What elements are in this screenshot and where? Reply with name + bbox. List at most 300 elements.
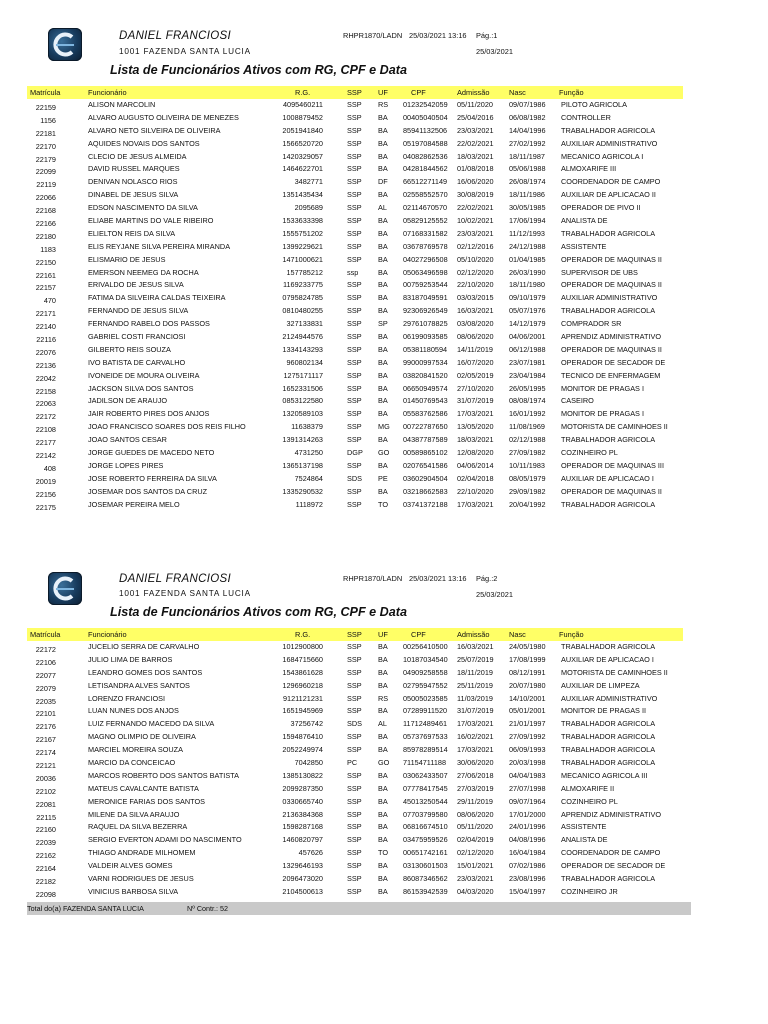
uf-cell: MG bbox=[378, 422, 390, 432]
table-row bbox=[0, 641, 768, 654]
uf-cell: BA bbox=[378, 332, 388, 342]
matricula-cell: 22099 bbox=[35, 167, 56, 177]
rg-cell: 327133831 bbox=[286, 319, 323, 329]
company-name: DANIEL FRANCIOSI bbox=[119, 30, 231, 42]
admission-date-cell: 18/11/2019 bbox=[457, 667, 493, 677]
uf-cell: BA bbox=[378, 370, 388, 380]
matricula-cell: 22115 bbox=[36, 812, 56, 822]
job-title-cell: OPERADOR DE MAQUINAS III bbox=[561, 460, 664, 470]
uf-cell: BA bbox=[378, 861, 388, 871]
uf-cell: BA bbox=[378, 306, 388, 316]
employee-name-cell: JOSEMAR DOS SANTOS DA CRUZ bbox=[88, 486, 208, 496]
admission-date-cell: 17/03/2021 bbox=[457, 719, 494, 729]
employee-name-cell: JOSEMAR PEREIRA MELO bbox=[88, 499, 180, 509]
matricula-cell: 22168 bbox=[35, 206, 56, 216]
admission-date-cell: 16/02/2021 bbox=[457, 732, 494, 742]
rg-cell: 1008879452 bbox=[282, 112, 323, 122]
table-row bbox=[0, 718, 768, 731]
cpf-cell: 45013250544 bbox=[403, 796, 448, 806]
cpf-cell: 66512271149 bbox=[403, 177, 448, 187]
rg-cell: 1594876410 bbox=[282, 732, 323, 742]
table-row bbox=[0, 395, 768, 408]
job-title-cell: COZINHEIRO JR bbox=[561, 886, 618, 896]
table-row bbox=[0, 421, 768, 434]
rg-cell: 1543861628 bbox=[282, 667, 323, 677]
job-title-cell: TRABALHADOR AGRICOLA bbox=[561, 435, 656, 445]
birth-date-cell: 26/03/1990 bbox=[509, 267, 546, 277]
employee-name-cell: JORGE LOPES PIRES bbox=[88, 460, 164, 470]
rg-cell: 1275171117 bbox=[283, 370, 323, 380]
job-title-cell: COZINHEIRO PL bbox=[561, 796, 618, 806]
rg-cell: 960802134 bbox=[286, 357, 323, 367]
birth-date-cell: 17/06/1994 bbox=[509, 216, 546, 226]
employee-name-cell: ALISON MARCOLIN bbox=[88, 100, 156, 109]
cpf-cell: 02076541586 bbox=[403, 460, 448, 470]
admission-date-cell: 02/05/2019 bbox=[457, 370, 494, 380]
ssp-cell: SSP bbox=[347, 706, 362, 716]
ssp-cell: SSP bbox=[347, 835, 362, 845]
table-row bbox=[0, 654, 768, 667]
admission-date-cell: 01/08/2018 bbox=[457, 164, 494, 174]
cpf-cell: 07289911520 bbox=[403, 706, 448, 716]
table-row bbox=[0, 138, 768, 151]
admission-date-cell: 02/04/2018 bbox=[457, 473, 494, 483]
employee-name-cell: MERONICE FARIAS DOS SANTOS bbox=[88, 796, 206, 806]
ssp-cell: SSP bbox=[347, 680, 362, 690]
employee-name-cell: FERNANDO RABELO DOS PASSOS bbox=[88, 319, 210, 329]
ssp-cell: SDS bbox=[347, 719, 363, 729]
admission-date-cell: 27/10/2020 bbox=[457, 383, 494, 393]
cpf-cell: 11712489461 bbox=[403, 719, 448, 729]
matricula-cell: 1156 bbox=[40, 115, 56, 125]
employee-name-cell: AQUIDES NOVAIS DOS SANTOS bbox=[88, 138, 200, 148]
admission-date-cell: 05/11/2020 bbox=[457, 100, 493, 109]
cpf-cell: 06816674510 bbox=[403, 822, 448, 832]
admission-date-cell: 18/03/2021 bbox=[457, 151, 494, 161]
matricula-cell: 22172 bbox=[35, 412, 56, 422]
cpf-cell: 03678769578 bbox=[403, 241, 448, 251]
birth-date-cell: 26/08/1974 bbox=[509, 177, 546, 187]
employee-name-cell: IVONEIDE DE MOURA OLIVEIRA bbox=[88, 370, 200, 380]
job-title-cell: MECANICO AGRICOLA I bbox=[561, 151, 644, 161]
ssp-cell: SSP bbox=[347, 861, 362, 871]
col-matricula: Matrícula bbox=[30, 630, 61, 639]
col-cpf: CPF bbox=[411, 88, 426, 97]
admission-date-cell: 05/10/2020 bbox=[457, 254, 494, 264]
job-title-cell: OPERADOR DE SECADOR DE bbox=[561, 861, 666, 871]
uf-cell: BA bbox=[378, 680, 388, 690]
job-title-cell: ANALISTA DE bbox=[561, 835, 608, 845]
job-title-cell: OPERADOR DE MAQUINAS II bbox=[561, 280, 662, 290]
cpf-cell: 03130601503 bbox=[403, 861, 448, 871]
job-title-cell: AUXILIAR ADMINISTRATIVO bbox=[561, 293, 658, 303]
employee-name-cell: MARCOS ROBERTO DOS SANTOS BATISTA bbox=[88, 770, 239, 780]
matricula-cell: 22108 bbox=[35, 425, 56, 435]
admission-date-cell: 22/10/2020 bbox=[457, 280, 494, 290]
uf-cell: TO bbox=[378, 499, 389, 509]
uf-cell: TO bbox=[378, 848, 389, 858]
rg-cell: 2124944576 bbox=[282, 332, 323, 342]
job-title-cell: TRABALHADOR AGRICOLA bbox=[561, 642, 656, 651]
ssp-cell: SSP bbox=[347, 770, 362, 780]
job-title-cell: AUXILIAR ADMINISTRATIVO bbox=[561, 693, 658, 703]
matricula-cell: 22102 bbox=[35, 786, 56, 796]
rg-cell: 2104500613 bbox=[282, 886, 323, 896]
rg-cell: 37256742 bbox=[290, 719, 323, 729]
ssp-cell: SSP bbox=[347, 732, 362, 742]
employee-name-cell: MARCIO DA CONCEICAO bbox=[88, 758, 176, 768]
col-funcionario: Funcionário bbox=[88, 88, 127, 97]
birth-date-cell: 26/05/1995 bbox=[509, 383, 546, 393]
table-row bbox=[0, 847, 768, 860]
employee-name-cell: MARCIEL MOREIRA SOUZA bbox=[88, 745, 184, 755]
table-row bbox=[0, 112, 768, 125]
uf-cell: BA bbox=[378, 280, 388, 290]
employee-name-cell: JADILSON DE ARAUJO bbox=[88, 396, 168, 406]
cpf-cell: 04082862536 bbox=[403, 151, 448, 161]
uf-cell: BA bbox=[378, 706, 388, 716]
admission-date-cell: 27/03/2019 bbox=[457, 783, 494, 793]
job-title-cell: MONITOR DE PRAGAS II bbox=[561, 706, 647, 716]
uf-cell: BA bbox=[378, 293, 388, 303]
rg-cell: 4731250 bbox=[294, 448, 323, 458]
company-logo bbox=[48, 28, 82, 61]
uf-cell: BA bbox=[378, 125, 388, 135]
birth-date-cell: 09/07/1986 bbox=[509, 100, 546, 109]
employee-name-cell: ALVARO AUGUSTO OLIVEIRA DE MENEZES bbox=[88, 112, 239, 122]
job-title-cell: MECANICO AGRICOLA III bbox=[561, 770, 648, 780]
birth-date-cell: 16/01/1992 bbox=[509, 409, 546, 419]
employee-name-cell: JOAO FRANCISCO SOARES DOS REIS FILHO bbox=[88, 422, 246, 432]
job-title-cell: CASEIRO bbox=[561, 396, 594, 406]
page-number: Pág.:2 bbox=[476, 574, 498, 583]
admission-date-cell: 11/03/2019 bbox=[457, 693, 493, 703]
employee-name-cell: VINICIUS BARBOSA SILVA bbox=[88, 886, 179, 896]
ssp-cell: SSP bbox=[347, 241, 362, 251]
uf-cell: BA bbox=[378, 241, 388, 251]
uf-cell: BA bbox=[378, 822, 388, 832]
uf-cell: BA bbox=[378, 642, 388, 651]
ssp-cell: SSP bbox=[347, 190, 362, 200]
table-row bbox=[0, 486, 768, 499]
admission-date-cell: 23/03/2021 bbox=[457, 228, 494, 238]
uf-cell: BA bbox=[378, 809, 388, 819]
uf-cell: BA bbox=[378, 409, 388, 419]
employee-name-cell: JORGE GUEDES DE MACEDO NETO bbox=[88, 448, 215, 458]
report-code: RHPR1870/LADN bbox=[343, 574, 403, 583]
matricula-cell: 22063 bbox=[35, 399, 56, 409]
job-title-cell: OPERADOR DE PIVO II bbox=[561, 203, 641, 213]
admission-date-cell: 10/02/2021 bbox=[457, 216, 494, 226]
employee-name-cell: MATEUS CAVALCANTE BATISTA bbox=[88, 783, 199, 793]
rg-cell: 1351435434 bbox=[282, 190, 323, 200]
ssp-cell: DGP bbox=[347, 448, 363, 458]
cpf-cell: 86087346562 bbox=[403, 874, 448, 884]
rg-cell: 11638379 bbox=[291, 422, 323, 432]
table-row bbox=[0, 370, 768, 383]
col-funcionario: Funcionário bbox=[88, 630, 127, 639]
cpf-cell: 02114670570 bbox=[403, 203, 448, 213]
uf-cell: BA bbox=[378, 486, 388, 496]
uf-cell: BA bbox=[378, 745, 388, 755]
table-row bbox=[0, 744, 768, 757]
col-nasc: Nasc bbox=[509, 88, 526, 97]
matricula-cell: 22159 bbox=[35, 103, 56, 112]
birth-date-cell: 08/08/1974 bbox=[509, 396, 546, 406]
birth-date-cell: 06/09/1993 bbox=[509, 745, 546, 755]
rg-cell: 1399229621 bbox=[282, 241, 323, 251]
employee-name-cell: FATIMA DA SILVEIRA CALDAS TEIXEIRA bbox=[88, 293, 226, 303]
job-title-cell: MOTORISTA DE CAMINHOES II bbox=[561, 667, 668, 677]
ssp-cell: SSP bbox=[347, 667, 362, 677]
rg-cell: 4095460211 bbox=[282, 100, 323, 109]
matricula-cell: 22116 bbox=[36, 335, 56, 345]
matricula-cell: 22176 bbox=[35, 722, 56, 732]
matricula-cell: 22076 bbox=[35, 347, 56, 357]
ssp-cell: SSP bbox=[347, 396, 362, 406]
employee-name-cell: JUCELIO SERRA DE CARVALHO bbox=[88, 642, 200, 651]
cpf-cell: 02558552570 bbox=[403, 190, 448, 200]
job-title-cell: COMPRADOR SR bbox=[561, 319, 622, 329]
birth-date-cell: 09/07/1964 bbox=[509, 796, 546, 806]
ssp-cell: SSP bbox=[347, 125, 362, 135]
table-row bbox=[0, 125, 768, 138]
rg-cell: 0810480255 bbox=[282, 306, 323, 316]
table-row bbox=[0, 667, 768, 680]
birth-date-cell: 20/07/1980 bbox=[509, 680, 546, 690]
job-title-cell: APRENDIZ ADMINISTRATIVO bbox=[561, 809, 662, 819]
uf-cell: BA bbox=[378, 783, 388, 793]
employee-name-cell: RAQUEL DA SILVA BEZERRA bbox=[88, 822, 188, 832]
ssp-cell: SSP bbox=[347, 357, 362, 367]
rg-cell: 1533633398 bbox=[282, 216, 323, 226]
ssp-cell: SSP bbox=[347, 486, 362, 496]
col-rg: R.G. bbox=[295, 630, 311, 639]
admission-date-cell: 04/03/2020 bbox=[457, 886, 494, 896]
employee-name-cell: GILBERTO REIS SOUZA bbox=[88, 344, 171, 354]
job-title-cell: MONITOR DE PRAGAS I bbox=[561, 383, 644, 393]
admission-date-cell: 14/11/2019 bbox=[457, 344, 493, 354]
col-matricula: Matrícula bbox=[30, 88, 61, 97]
birth-date-cell: 08/12/1991 bbox=[509, 667, 546, 677]
matricula-cell: 22136 bbox=[35, 360, 56, 370]
job-title-cell: TECNICO DE ENFERMAGEM bbox=[561, 370, 661, 380]
birth-date-cell: 01/04/1985 bbox=[509, 254, 546, 264]
table-row bbox=[0, 215, 768, 228]
table-header bbox=[27, 628, 683, 641]
uf-cell: AL bbox=[378, 719, 387, 729]
cpf-cell: 04281844562 bbox=[403, 164, 448, 174]
employee-name-cell: MILENE DA SILVA ARAUJO bbox=[88, 809, 180, 819]
rg-cell: 2095689 bbox=[294, 203, 323, 213]
col-uf: UF bbox=[378, 630, 388, 639]
rg-cell: 1012900800 bbox=[282, 642, 323, 651]
matricula-cell: 22174 bbox=[35, 748, 56, 758]
matricula-cell: 22039 bbox=[35, 838, 56, 848]
matricula-cell: 22142 bbox=[35, 451, 56, 461]
birth-date-cell: 04/06/2001 bbox=[509, 332, 546, 342]
matricula-cell: 22156 bbox=[35, 489, 56, 499]
matricula-cell: 22179 bbox=[35, 154, 56, 164]
table-row bbox=[0, 344, 768, 357]
admission-date-cell: 16/03/2021 bbox=[457, 306, 494, 316]
job-title-cell: COORDENADOR DE CAMPO bbox=[561, 848, 661, 858]
admission-date-cell: 08/06/2020 bbox=[457, 809, 494, 819]
cpf-cell: 00405040504 bbox=[403, 112, 448, 122]
col-rg: R.G. bbox=[295, 88, 311, 97]
admission-date-cell: 05/11/2020 bbox=[457, 822, 493, 832]
ssp-cell: SSP bbox=[347, 280, 362, 290]
job-title-cell: OPERADOR DE SECADOR DE bbox=[561, 357, 666, 367]
rg-cell: 7524864 bbox=[294, 473, 323, 483]
matricula-cell: 22042 bbox=[35, 373, 56, 383]
admission-date-cell: 29/11/2019 bbox=[457, 796, 493, 806]
ssp-cell: SSP bbox=[347, 177, 362, 187]
cpf-cell: 03475959526 bbox=[403, 835, 448, 845]
job-title-cell: ASSISTENTE bbox=[561, 241, 607, 251]
ssp-cell: SSP bbox=[347, 809, 362, 819]
rg-cell: 7042850 bbox=[294, 758, 323, 768]
uf-cell: BA bbox=[378, 654, 388, 664]
matricula-cell: 22079 bbox=[35, 683, 56, 693]
table-row bbox=[0, 693, 768, 706]
job-title-cell: ASSISTENTE bbox=[561, 822, 607, 832]
rg-cell: 0853122580 bbox=[282, 396, 323, 406]
uf-cell: BA bbox=[378, 835, 388, 845]
birth-date-cell: 11/08/1969 bbox=[509, 422, 545, 432]
cpf-cell: 92306926549 bbox=[403, 306, 448, 316]
cpf-cell: 05829125552 bbox=[403, 216, 448, 226]
admission-date-cell: 27/06/2018 bbox=[457, 770, 494, 780]
ssp-cell: SSP bbox=[347, 164, 362, 174]
employee-name-cell: VALDEIR ALVES GOMES bbox=[88, 861, 173, 871]
ssp-cell: SSP bbox=[347, 745, 362, 755]
birth-date-cell: 23/08/1996 bbox=[509, 874, 546, 884]
admission-date-cell: 03/03/2015 bbox=[457, 293, 494, 303]
table-row bbox=[0, 783, 768, 796]
job-title-cell: SUPERVISOR DE UBS bbox=[561, 267, 638, 277]
col-funcao: Função bbox=[559, 630, 584, 639]
cpf-cell: 00589865102 bbox=[403, 448, 448, 458]
birth-date-cell: 05/07/1976 bbox=[509, 306, 546, 316]
matricula-cell: 20036 bbox=[35, 773, 56, 783]
table-row bbox=[0, 176, 768, 189]
rg-cell: 1385130822 bbox=[282, 770, 323, 780]
total-label: Total do(a) FAZENDA SANTA LUCIA bbox=[27, 904, 144, 913]
cpf-cell: 85941132506 bbox=[403, 125, 448, 135]
table-row bbox=[0, 305, 768, 318]
cpf-cell: 03820841520 bbox=[403, 370, 448, 380]
job-title-cell: TRABALHADOR AGRICOLA bbox=[561, 719, 656, 729]
uf-cell: PE bbox=[378, 473, 388, 483]
job-title-cell: OPERADOR DE MAQUINAS II bbox=[561, 486, 662, 496]
matricula-cell: 20019 bbox=[35, 476, 56, 486]
matricula-cell: 22101 bbox=[35, 709, 56, 719]
uf-cell: BA bbox=[378, 151, 388, 161]
matricula-cell: 22119 bbox=[36, 180, 56, 190]
employee-name-cell: JULIO LIMA DE BARROS bbox=[88, 654, 173, 664]
ssp-cell: ssp bbox=[347, 267, 359, 277]
col-cpf: CPF bbox=[411, 630, 426, 639]
admission-date-cell: 23/03/2021 bbox=[457, 125, 494, 135]
col-ssp: SSP bbox=[347, 630, 362, 639]
matricula-cell: 22162 bbox=[35, 851, 56, 861]
matricula-cell: 22066 bbox=[35, 193, 56, 203]
table-row bbox=[0, 770, 768, 783]
job-title-cell: TRABALHADOR AGRICOLA bbox=[561, 499, 656, 509]
rg-cell: 1391314263 bbox=[282, 435, 323, 445]
job-title-cell: TRABALHADOR AGRICOLA bbox=[561, 228, 656, 238]
rg-cell: 1296960218 bbox=[282, 680, 323, 690]
uf-cell: GO bbox=[378, 448, 390, 458]
company-logo bbox=[48, 572, 82, 605]
table-row bbox=[0, 434, 768, 447]
table-row bbox=[0, 202, 768, 215]
uf-cell: GO bbox=[378, 758, 390, 768]
cpf-cell: 05583762586 bbox=[403, 409, 448, 419]
birth-date-cell: 04/04/1983 bbox=[509, 770, 546, 780]
ssp-cell: SSP bbox=[347, 886, 362, 896]
job-title-cell: ALMOXARIFE II bbox=[561, 783, 615, 793]
cpf-cell: 04027296508 bbox=[403, 254, 448, 264]
ssp-cell: SSP bbox=[347, 138, 362, 148]
ssp-cell: SSP bbox=[347, 319, 362, 329]
uf-cell: RS bbox=[378, 693, 389, 703]
rg-cell: 1169233775 bbox=[282, 280, 323, 290]
employee-name-cell: LETISANDRA ALVES SANTOS bbox=[88, 680, 190, 690]
rg-cell: 457626 bbox=[298, 848, 323, 858]
table-row bbox=[0, 357, 768, 370]
table-row bbox=[0, 292, 768, 305]
cpf-cell: 00256410500 bbox=[403, 642, 448, 651]
employee-name-cell: ERIVALDO DE JESUS SILVA bbox=[88, 280, 184, 290]
birth-date-cell: 23/04/1984 bbox=[509, 370, 546, 380]
uf-cell: BA bbox=[378, 190, 388, 200]
rg-cell: 3482771 bbox=[294, 177, 323, 187]
table-row bbox=[0, 757, 768, 770]
birth-date-cell: 20/03/1998 bbox=[509, 758, 546, 768]
matricula-cell: 22150 bbox=[35, 257, 56, 267]
uf-cell: BA bbox=[378, 228, 388, 238]
employee-name-cell: EMERSON NEEMEG DA ROCHA bbox=[88, 267, 199, 277]
col-funcao: Função bbox=[559, 88, 584, 97]
rg-cell: 157785212 bbox=[286, 267, 323, 277]
ssp-cell: SSP bbox=[347, 874, 362, 884]
table-row bbox=[0, 809, 768, 822]
ssp-cell: SSP bbox=[347, 293, 362, 303]
admission-date-cell: 22/02/2021 bbox=[457, 138, 494, 148]
matricula-cell: 408 bbox=[43, 463, 56, 473]
ssp-cell: SSP bbox=[347, 344, 362, 354]
ssp-cell: SSP bbox=[347, 254, 362, 264]
matricula-cell: 22121 bbox=[35, 761, 56, 771]
birth-date-cell: 05/06/1988 bbox=[509, 164, 546, 174]
table-row bbox=[0, 151, 768, 164]
cpf-cell: 03741372188 bbox=[403, 499, 448, 509]
rg-cell: 1460820797 bbox=[282, 835, 323, 845]
matricula-cell: 22180 bbox=[35, 231, 56, 241]
job-title-cell: ALMOXARIFE III bbox=[561, 164, 617, 174]
table-row bbox=[0, 860, 768, 873]
job-title-cell: MOTORISTA DE CAMINHOES II bbox=[561, 422, 668, 432]
table-row bbox=[0, 267, 768, 280]
table-row bbox=[0, 705, 768, 718]
employee-name-cell: ELIS REYJANE SILVA PEREIRA MIRANDA bbox=[88, 241, 231, 251]
admission-date-cell: 23/03/2021 bbox=[457, 874, 494, 884]
uf-cell: BA bbox=[378, 383, 388, 393]
ssp-cell: SSP bbox=[347, 306, 362, 316]
table-header bbox=[27, 86, 683, 99]
